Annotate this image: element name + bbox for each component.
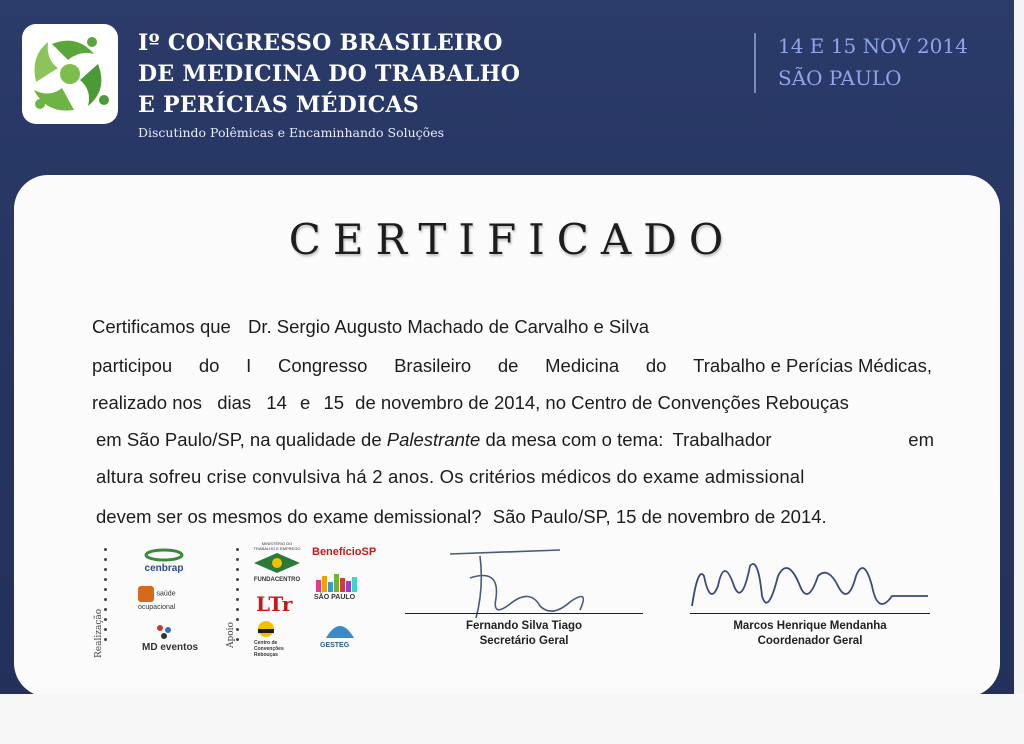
congress-subtitle: Discutindo Polêmicas e Encaminhando Soluções xyxy=(138,125,445,140)
gesteg-text: GESTEG xyxy=(320,642,350,649)
signature-marcos xyxy=(688,546,938,626)
body-word: de xyxy=(497,355,519,376)
scan-edge-right xyxy=(1014,0,1024,744)
ministerio-text: MINISTÉRIO DO TRABALHO E EMPREGO xyxy=(253,541,301,551)
beneficio-sp-logo: BenefícioSP xyxy=(312,546,377,558)
body-word: de novembro de 2014, no Centro de Convenções Rebouças xyxy=(355,392,849,413)
body-word: e xyxy=(300,392,311,413)
rebouças-text: Centro de Convenções Rebouças xyxy=(254,640,284,658)
saude-ocupacional-text: saúde ocupacional xyxy=(138,590,176,612)
body-word: I xyxy=(246,355,252,376)
rebouças-logo xyxy=(254,620,302,658)
scan-edge-bottom xyxy=(0,694,1024,744)
saude-ocupacional-logo xyxy=(138,586,198,610)
theme-prefix: da mesa com o tema: xyxy=(485,429,664,450)
apoio-label: Apoio xyxy=(226,622,236,648)
body-word: dias xyxy=(217,392,252,413)
congress-logo-icon xyxy=(22,24,118,124)
signature-line-2 xyxy=(690,613,930,614)
signer-2-name: Marcos Henrique Mendanha xyxy=(733,620,887,632)
event-city: SÃO PAULO xyxy=(778,66,902,90)
body-word: realizado nos xyxy=(92,392,203,413)
saude-ocupacional-icon xyxy=(138,586,154,602)
body-line-4 xyxy=(96,429,934,451)
theme-end: devem ser os mesmos do exame demissional? xyxy=(96,506,482,527)
body-line-1 xyxy=(92,316,649,338)
body-word: participou xyxy=(92,355,173,376)
certificate-title: CERTIFICADO xyxy=(288,215,736,264)
md-eventos-text: MD eventos xyxy=(142,642,199,653)
sao-paulo-skyline-icon xyxy=(314,572,370,592)
cenbrap-logo xyxy=(134,545,194,581)
signer-1-role: Secretário Geral xyxy=(479,635,569,647)
sao-paulo-logo xyxy=(314,572,374,601)
role-prefix: em São Paulo/SP, na qualidade de xyxy=(96,429,382,450)
gesteg-logo xyxy=(320,614,370,649)
certify-prefix: Certificamos que xyxy=(92,316,231,337)
realizacao-label: Realização xyxy=(94,608,104,658)
signer-1-name: Fernando Silva Tiago xyxy=(465,620,583,632)
signature-line-1 xyxy=(405,613,643,614)
md-eventos-logo xyxy=(140,620,200,654)
cenbrap-logo-text: cenbrap xyxy=(144,563,184,574)
theme-start: Trabalhador xyxy=(672,429,772,450)
rebouças-icon xyxy=(254,620,278,638)
body-line-2 xyxy=(92,355,932,377)
participant-role: Palestrante xyxy=(386,429,481,450)
place-and-date: São Paulo/SP, 15 de novembro de 2014. xyxy=(492,506,827,527)
recipient-name: Dr. Sergio Augusto Machado de Carvalho e Silva xyxy=(247,316,650,337)
body-line-3 xyxy=(92,392,849,414)
theme-word-em: em xyxy=(908,429,934,450)
realizacao-dots xyxy=(104,548,107,648)
fundacentro-icon xyxy=(252,551,302,575)
body-word: 14 xyxy=(266,392,287,413)
md-eventos-icon xyxy=(140,620,199,653)
body-word: Congresso xyxy=(277,355,368,376)
body-word: do xyxy=(198,355,220,376)
congress-title-line-3: E PERÍCIAS MÉDICAS xyxy=(138,92,420,118)
body-word: do xyxy=(645,355,667,376)
body-line-6 xyxy=(96,506,827,528)
header-divider xyxy=(754,33,756,93)
fundacentro-text: FUNDACENTRO xyxy=(253,577,301,583)
congress-title xyxy=(138,28,520,121)
body-word: Trabalho e Perícias Médicas, xyxy=(693,355,932,376)
body-word: Medicina xyxy=(545,355,620,376)
event-date: 14 E 15 NOV 2014 xyxy=(778,34,968,58)
ministerio-trabalho-logo xyxy=(252,541,302,583)
cenbrap-logo-icon xyxy=(134,545,194,579)
body-line-5: altura sofreu crise convulsiva há 2 anos. Os critérios médicos do exame admissional xyxy=(96,466,805,487)
congress-title-line-2: DE MEDICINA DO TRABALHO xyxy=(138,61,521,87)
gesteg-fin-icon xyxy=(320,614,360,640)
congress-title-line-1: Iº CONGRESSO BRASILEIRO xyxy=(138,30,503,56)
apoio-dots xyxy=(236,548,239,648)
ltr-logo: LTr xyxy=(256,592,293,616)
signer-2-role: Coordenador Geral xyxy=(757,635,863,647)
signature-fernando xyxy=(440,548,600,628)
body-word: Brasileiro xyxy=(394,355,472,376)
sao-paulo-text: SÃO PAULO xyxy=(314,594,356,601)
body-word: 15 xyxy=(323,392,345,413)
congress-logo xyxy=(22,24,118,124)
